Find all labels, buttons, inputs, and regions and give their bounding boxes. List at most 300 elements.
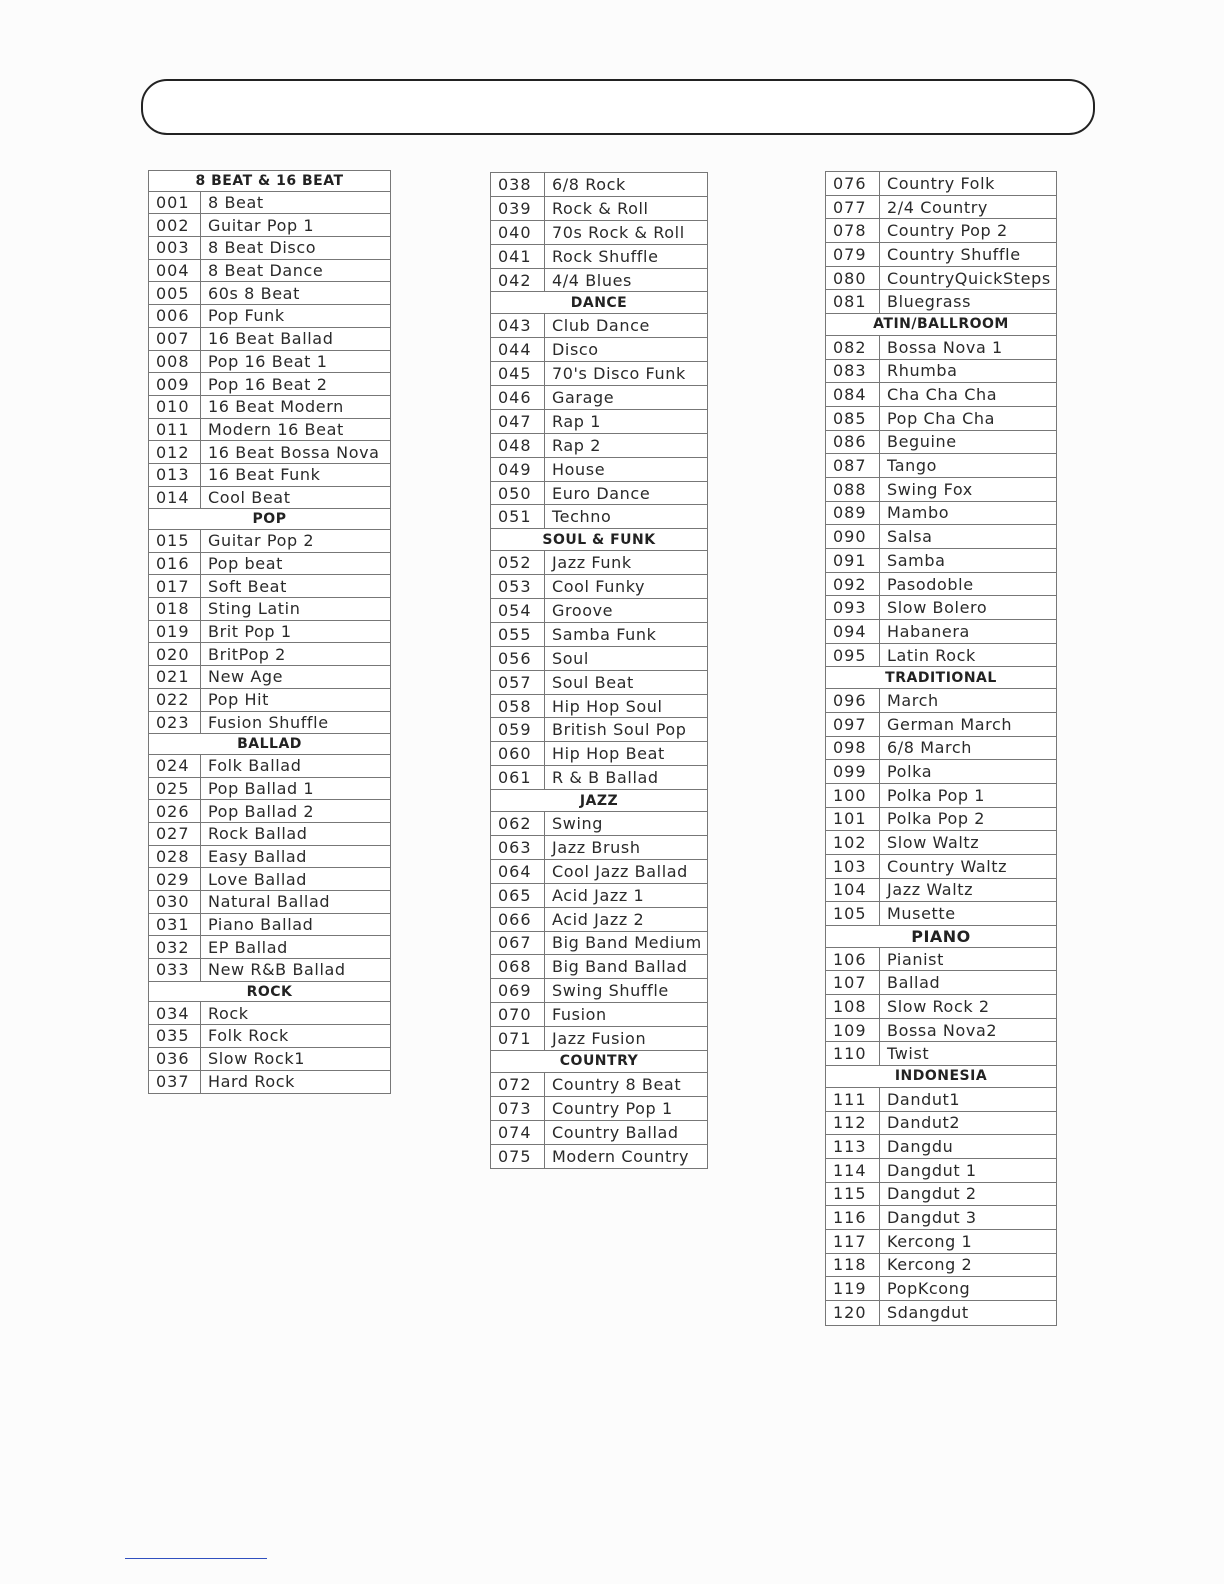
style-name: 8 Beat Dance: [208, 261, 324, 281]
style-number: 043: [491, 314, 545, 337]
style-name: Slow Rock1: [208, 1049, 305, 1069]
style-name: Dangdu: [887, 1137, 954, 1157]
style-name: Cool Funky: [552, 577, 646, 597]
section-header: PIANO: [826, 926, 1056, 948]
style-row: [149, 282, 390, 305]
style-row: [826, 713, 1056, 737]
style-number: 045: [491, 362, 545, 385]
style-name: Sdangdut: [887, 1303, 969, 1323]
style-row: [149, 1002, 390, 1025]
style-row: [491, 766, 707, 790]
style-number: 094: [826, 620, 880, 643]
style-number: 113: [826, 1135, 880, 1158]
style-number: 017: [149, 575, 201, 597]
style-name: Bluegrass: [887, 292, 972, 312]
style-row: [491, 314, 707, 338]
style-row: [826, 360, 1056, 384]
style-number: 104: [826, 879, 880, 902]
style-number: 065: [491, 884, 545, 907]
style-number: 072: [491, 1073, 545, 1096]
style-name: Piano Ballad: [208, 915, 314, 935]
style-number: 110: [826, 1042, 880, 1065]
style-row: [826, 689, 1056, 713]
style-number: 013: [149, 464, 201, 486]
style-name: Slow Bolero: [887, 598, 988, 618]
style-row: [149, 464, 390, 487]
style-row: [826, 336, 1056, 360]
style-name: Big Band Ballad: [552, 957, 688, 977]
style-row: [491, 979, 707, 1003]
section-header: POP: [149, 509, 390, 530]
style-row: [149, 1071, 390, 1094]
style-row: [149, 621, 390, 644]
style-row: [491, 908, 707, 932]
style-name: Musette: [887, 904, 956, 924]
style-row: [491, 932, 707, 956]
style-number: 114: [826, 1159, 880, 1182]
style-row: [826, 1254, 1056, 1278]
style-name: 16 Beat Ballad: [208, 329, 334, 349]
style-name: 4/4 Blues: [552, 270, 632, 290]
style-name: Country Waltz: [887, 856, 1008, 876]
style-name: Love Ballad: [208, 869, 308, 889]
style-row: [491, 410, 707, 434]
style-name: Jazz Waltz: [887, 880, 974, 900]
style-name: Rock & Roll: [552, 198, 649, 218]
style-name: Hip Hop Beat: [552, 744, 665, 764]
style-name: Samba: [887, 550, 946, 570]
style-row: [826, 1277, 1056, 1301]
style-row: [491, 718, 707, 742]
style-name: PopKcong: [887, 1279, 971, 1299]
style-row: [149, 487, 390, 510]
style-row: [149, 328, 390, 351]
style-row: [491, 1027, 707, 1051]
style-row: [826, 596, 1056, 620]
style-row: [491, 812, 707, 836]
style-number: 033: [149, 959, 201, 981]
style-name: Hard Rock: [208, 1072, 296, 1092]
style-name: Folk Ballad: [208, 756, 302, 776]
style-number: 109: [826, 1019, 880, 1042]
style-number: 024: [149, 755, 201, 777]
style-row: [149, 396, 390, 419]
style-row: [826, 1159, 1056, 1183]
style-name: Disco: [552, 340, 599, 360]
style-number: 119: [826, 1277, 880, 1300]
style-row: [149, 530, 390, 553]
style-name: R & B Ballad: [552, 768, 659, 788]
style-number: 016: [149, 553, 201, 575]
style-name: Habanera: [887, 621, 970, 641]
style-name: Dangdut 1: [887, 1160, 977, 1180]
style-number: 018: [149, 598, 201, 620]
style-name: Kercong 1: [887, 1231, 973, 1251]
style-row: [491, 1097, 707, 1121]
style-row: [491, 551, 707, 575]
style-row: [826, 737, 1056, 761]
style-number: 023: [149, 712, 201, 734]
style-number: 059: [491, 718, 545, 741]
style-name: New Age: [208, 667, 284, 687]
style-row: [491, 836, 707, 860]
style-row: [149, 419, 390, 442]
style-row: [149, 237, 390, 260]
style-number: 015: [149, 530, 201, 552]
style-row: [491, 1003, 707, 1027]
style-name: British Soul Pop: [552, 720, 687, 740]
style-name: Kercong 2: [887, 1255, 973, 1275]
style-row: [826, 383, 1056, 407]
section-header: 8 BEAT & 16 BEAT: [149, 171, 390, 192]
style-number: 098: [826, 737, 880, 760]
style-number: 054: [491, 599, 545, 622]
style-number: 073: [491, 1097, 545, 1120]
style-number: 032: [149, 936, 201, 958]
style-number: 090: [826, 525, 880, 548]
style-name: Pasodoble: [887, 574, 974, 594]
style-row: [491, 884, 707, 908]
style-name: Country Shuffle: [887, 244, 1021, 264]
style-number: 096: [826, 689, 880, 712]
style-name: Beguine: [887, 432, 957, 452]
style-name: Easy Ballad: [208, 846, 308, 866]
style-row: [826, 784, 1056, 808]
style-name: 6/8 March: [887, 738, 973, 758]
style-number: 080: [826, 267, 880, 290]
style-name: Groove: [552, 600, 614, 620]
style-name: 8 Beat: [208, 193, 264, 213]
style-name: Pop Ballad 2: [208, 801, 315, 821]
style-number: 041: [491, 245, 545, 268]
style-row: [826, 525, 1056, 549]
style-row: [149, 305, 390, 328]
style-row: [149, 712, 390, 735]
style-number: 037: [149, 1071, 201, 1094]
style-number: 042: [491, 269, 545, 292]
style-number: 097: [826, 713, 880, 736]
style-number: 014: [149, 487, 201, 509]
style-row: [149, 755, 390, 778]
style-row: [149, 351, 390, 374]
style-name: 70s Rock & Roll: [552, 222, 685, 242]
style-name: Natural Ballad: [208, 892, 331, 912]
style-name: BritPop 2: [208, 644, 286, 664]
style-name: Pop Hit: [208, 690, 270, 710]
style-number: 093: [826, 596, 880, 619]
style-row: [491, 860, 707, 884]
style-name: Slow Waltz: [887, 833, 980, 853]
style-name: Pop Cha Cha: [887, 408, 996, 428]
style-name: Rock Shuffle: [552, 246, 659, 266]
style-name: Bossa Nova2: [887, 1020, 998, 1040]
style-row: [491, 197, 707, 221]
style-name: Samba Funk: [552, 624, 657, 644]
style-name: New R&B Ballad: [208, 960, 346, 980]
style-number: 069: [491, 979, 545, 1002]
style-row: [826, 454, 1056, 478]
style-row: [491, 742, 707, 766]
style-number: 063: [491, 836, 545, 859]
style-number: 099: [826, 760, 880, 783]
style-number: 053: [491, 575, 545, 598]
section-header: TRADITIONAL: [826, 667, 1056, 689]
style-number: 038: [491, 173, 545, 196]
style-row: [149, 914, 390, 937]
style-number: 062: [491, 812, 545, 835]
style-name: Soul: [552, 648, 589, 668]
style-row: [491, 434, 707, 458]
style-row: [826, 290, 1056, 314]
style-number: 048: [491, 434, 545, 457]
style-number: 036: [149, 1048, 201, 1070]
style-name: Cha Cha Cha: [887, 385, 998, 405]
style-row: [826, 879, 1056, 903]
style-name: Country Ballad: [552, 1122, 679, 1142]
style-row: [491, 1073, 707, 1097]
style-number: 034: [149, 1002, 201, 1024]
style-row: [826, 219, 1056, 243]
section-header: ATIN/BALLROOM: [826, 314, 1056, 336]
style-name: Rap 2: [552, 435, 601, 455]
style-name: Mambo: [887, 503, 950, 523]
style-number: 070: [491, 1003, 545, 1026]
style-number: 082: [826, 336, 880, 359]
style-number: 074: [491, 1121, 545, 1144]
style-number: 066: [491, 908, 545, 931]
style-name: Cool Jazz Ballad: [552, 861, 688, 881]
style-row: [149, 800, 390, 823]
style-number: 102: [826, 831, 880, 854]
style-number: 089: [826, 502, 880, 525]
style-number: 068: [491, 955, 545, 978]
style-number: 035: [149, 1025, 201, 1047]
style-row: [826, 407, 1056, 431]
style-row: [491, 1145, 707, 1169]
style-name: Jazz Fusion: [552, 1029, 647, 1048]
style-row: [491, 458, 707, 482]
style-row: [491, 671, 707, 695]
style-row: [149, 598, 390, 621]
style-name: Pop Ballad 1: [208, 778, 315, 798]
style-name: Euro Dance: [552, 483, 651, 503]
style-number: 071: [491, 1027, 545, 1050]
style-number: 078: [826, 219, 880, 242]
style-number: 027: [149, 823, 201, 845]
style-row: [149, 936, 390, 959]
style-row: [149, 959, 390, 982]
style-number: 008: [149, 351, 201, 373]
style-name: Swing: [552, 813, 603, 833]
style-number: 067: [491, 932, 545, 955]
style-number: 060: [491, 742, 545, 765]
style-number: 026: [149, 800, 201, 822]
section-header: BALLAD: [149, 734, 390, 755]
style-row: [149, 214, 390, 237]
style-number: 087: [826, 454, 880, 477]
style-row: [491, 695, 707, 719]
style-name: Jazz Brush: [552, 837, 641, 857]
style-row: [826, 573, 1056, 597]
style-row: [491, 221, 707, 245]
style-row: [826, 1135, 1056, 1159]
style-number: 107: [826, 971, 880, 994]
style-number: 058: [491, 695, 545, 718]
style-row: [149, 373, 390, 396]
style-name: Rock Ballad: [208, 824, 308, 844]
style-name: Pianist: [887, 949, 944, 969]
style-row: [491, 1121, 707, 1145]
style-row: [149, 868, 390, 891]
style-row: [826, 1183, 1056, 1207]
style-name: 16 Beat Modern: [208, 397, 344, 417]
style-name: Techno: [552, 507, 612, 527]
style-number: 031: [149, 914, 201, 936]
style-number: 086: [826, 431, 880, 454]
style-name: Slow Rock 2: [887, 996, 990, 1016]
style-row: [491, 269, 707, 293]
style-name: Country Pop 1: [552, 1098, 673, 1118]
style-row: [149, 1048, 390, 1071]
style-row: [826, 478, 1056, 502]
style-name: Pop 16 Beat 2: [208, 374, 328, 394]
style-name: 70's Disco Funk: [552, 364, 686, 384]
style-number: 028: [149, 846, 201, 868]
style-row: [826, 620, 1056, 644]
style-row: [826, 808, 1056, 832]
style-name: Pop 16 Beat 1: [208, 351, 328, 371]
style-number: 057: [491, 671, 545, 694]
style-name: 16 Beat Funk: [208, 465, 321, 485]
style-row: [149, 192, 390, 215]
style-number: 056: [491, 647, 545, 670]
style-number: 050: [491, 482, 545, 505]
style-row: [149, 823, 390, 846]
style-number: 081: [826, 290, 880, 313]
style-name: Guitar Pop 1: [208, 215, 315, 235]
style-row: [826, 172, 1056, 196]
style-name: Dandut2: [887, 1113, 961, 1133]
style-name: Swing Fox: [887, 479, 973, 499]
style-name: Rhumba: [887, 361, 958, 381]
style-row: [491, 173, 707, 197]
section-header: INDONESIA: [826, 1066, 1056, 1088]
style-name: German March: [887, 714, 1013, 734]
style-number: 118: [826, 1254, 880, 1277]
style-row: [491, 505, 707, 529]
style-name: Brit Pop 1: [208, 622, 292, 642]
style-number: 006: [149, 305, 201, 327]
style-number: 105: [826, 902, 880, 925]
style-row: [826, 267, 1056, 291]
style-row: [826, 902, 1056, 926]
style-name: Dandut1: [887, 1089, 961, 1109]
style-name: 6/8 Rock: [552, 174, 626, 194]
style-number: 095: [826, 644, 880, 667]
style-name: Rock: [208, 1003, 249, 1023]
style-row: [491, 245, 707, 269]
style-number: 004: [149, 260, 201, 282]
style-number: 047: [491, 410, 545, 433]
style-name: Polka Pop 2: [887, 809, 986, 829]
style-name: House: [552, 459, 606, 479]
style-name: Rap 1: [552, 411, 601, 431]
section-header: DANCE: [491, 292, 707, 314]
style-name: Modern 16 Beat: [208, 419, 344, 439]
style-row: [149, 891, 390, 914]
style-number: 061: [491, 766, 545, 789]
style-number: 030: [149, 891, 201, 913]
style-number: 044: [491, 338, 545, 361]
style-name: Country Folk: [887, 173, 995, 193]
style-number: 116: [826, 1206, 880, 1229]
style-number: 022: [149, 689, 201, 711]
style-row: [826, 1042, 1056, 1066]
style-number: 103: [826, 855, 880, 878]
style-number: 076: [826, 172, 880, 195]
style-number: 083: [826, 360, 880, 383]
style-row: [491, 599, 707, 623]
style-row: [826, 243, 1056, 267]
style-number: 091: [826, 549, 880, 572]
style-name: Pop beat: [208, 554, 283, 574]
style-number: 106: [826, 948, 880, 971]
style-row: [149, 846, 390, 869]
section-header: SOUL & FUNK: [491, 529, 707, 551]
style-number: 055: [491, 623, 545, 646]
style-number: 021: [149, 666, 201, 688]
style-number: 039: [491, 197, 545, 220]
style-row: [149, 260, 390, 283]
style-number: 019: [149, 621, 201, 643]
style-number: 001: [149, 192, 201, 214]
style-number: 020: [149, 643, 201, 665]
style-name: Ballad: [887, 973, 941, 993]
style-row: [826, 760, 1056, 784]
style-name: Fusion: [552, 1005, 607, 1025]
style-number: 084: [826, 383, 880, 406]
style-number: 009: [149, 373, 201, 395]
style-number: 088: [826, 478, 880, 501]
style-row: [826, 855, 1056, 879]
style-row: [491, 338, 707, 362]
style-name: Soul Beat: [552, 672, 634, 692]
style-row: [826, 502, 1056, 526]
style-name: Folk Rock: [208, 1026, 289, 1046]
style-number: 077: [826, 196, 880, 219]
style-name: Guitar Pop 2: [208, 531, 315, 551]
style-number: 051: [491, 505, 545, 528]
style-row: [491, 386, 707, 410]
section-header: COUNTRY: [491, 1051, 707, 1073]
style-row: [149, 553, 390, 576]
style-number: 052: [491, 551, 545, 574]
style-row: [826, 1230, 1056, 1254]
style-number: 012: [149, 441, 201, 463]
style-name: Garage: [552, 387, 615, 407]
style-name: Latin Rock: [887, 645, 976, 665]
style-row: [826, 995, 1056, 1019]
style-name: Hip Hop Soul: [552, 696, 663, 716]
style-name: Dangdut 3: [887, 1208, 977, 1228]
style-name: EP Ballad: [208, 937, 288, 957]
style-row: [826, 1019, 1056, 1043]
style-name: Cool Beat: [208, 487, 291, 507]
style-name: Bossa Nova 1: [887, 337, 1003, 357]
style-name: Club Dance: [552, 316, 650, 336]
style-number: 007: [149, 328, 201, 350]
style-name: 2/4 Country: [887, 197, 988, 217]
